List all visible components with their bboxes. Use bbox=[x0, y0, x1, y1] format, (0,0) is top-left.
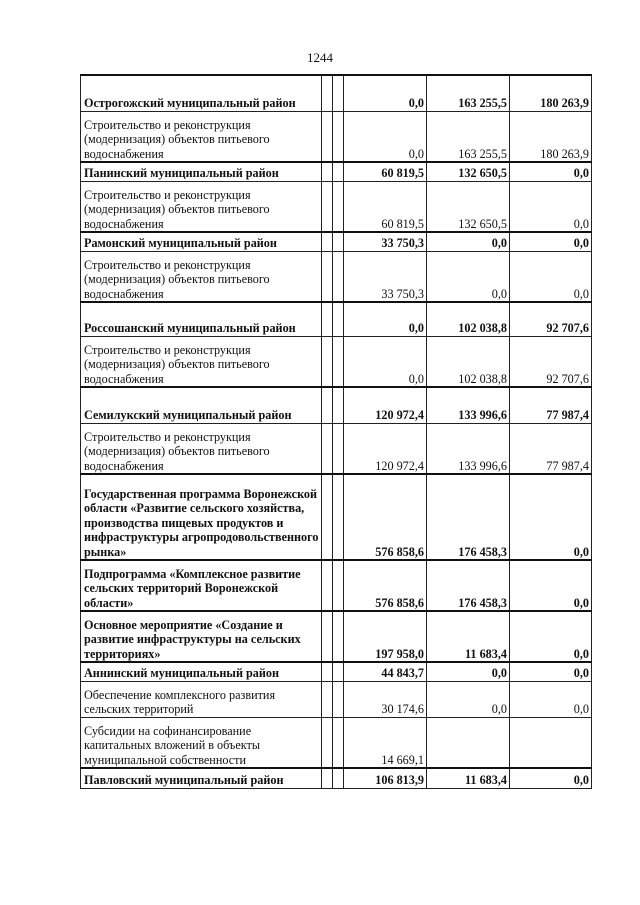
empty-code-cell bbox=[333, 232, 344, 251]
empty-code-cell bbox=[333, 662, 344, 681]
table-row bbox=[81, 232, 592, 251]
empty-code-cell bbox=[333, 162, 344, 181]
row-name: Семилукский муниципальный район bbox=[81, 387, 322, 423]
row-name: Субсидии на софинансирование капитальных вложений в объекты муниципальной собственности bbox=[81, 717, 322, 768]
row-name: Панинский муниципальный район bbox=[81, 162, 322, 181]
table-row bbox=[81, 336, 592, 387]
table-row bbox=[81, 75, 592, 111]
value-3: 0,0 bbox=[510, 768, 592, 788]
table-row bbox=[81, 474, 592, 560]
empty-code-cell bbox=[333, 717, 344, 768]
row-name: Строительство и реконструкция (модернизация) объектов питьевого водоснабжения bbox=[81, 336, 322, 387]
page-number: 1244 bbox=[307, 50, 333, 65]
value-2: 0,0 bbox=[427, 232, 510, 251]
empty-code-cell bbox=[322, 423, 333, 474]
empty-code-cell bbox=[322, 232, 333, 251]
value-1: 33 750,3 bbox=[344, 251, 427, 302]
value-2: 133 996,6 bbox=[427, 387, 510, 423]
value-3: 0,0 bbox=[510, 681, 592, 717]
table-row bbox=[81, 302, 592, 336]
value-2: 176 458,3 bbox=[427, 560, 510, 611]
empty-code-cell bbox=[333, 251, 344, 302]
value-2: 11 683,4 bbox=[427, 768, 510, 788]
row-name: Рамонский муниципальный район bbox=[81, 232, 322, 251]
empty-code-cell bbox=[333, 387, 344, 423]
empty-code-cell bbox=[322, 251, 333, 302]
value-3: 0,0 bbox=[510, 560, 592, 611]
row-name: Павловский муниципальный район bbox=[81, 768, 322, 788]
value-3: 92 707,6 bbox=[510, 302, 592, 336]
budget-table-body bbox=[81, 75, 592, 788]
empty-code-cell bbox=[322, 560, 333, 611]
value-3: 0,0 bbox=[510, 474, 592, 560]
table-row bbox=[81, 768, 592, 788]
value-2: 132 650,5 bbox=[427, 181, 510, 232]
table-row bbox=[81, 162, 592, 181]
value-1: 0,0 bbox=[344, 302, 427, 336]
value-2: 132 650,5 bbox=[427, 162, 510, 181]
value-2: 0,0 bbox=[427, 251, 510, 302]
table-row bbox=[81, 251, 592, 302]
table-row bbox=[81, 681, 592, 717]
empty-code-cell bbox=[333, 474, 344, 560]
value-3: 92 707,6 bbox=[510, 336, 592, 387]
table-row bbox=[81, 611, 592, 662]
empty-code-cell bbox=[322, 387, 333, 423]
value-1: 44 843,7 bbox=[344, 662, 427, 681]
empty-code-cell bbox=[333, 768, 344, 788]
row-name: Обеспечение комплексного развития сельских территорий bbox=[81, 681, 322, 717]
empty-code-cell bbox=[333, 181, 344, 232]
value-1: 576 858,6 bbox=[344, 474, 427, 560]
budget-table bbox=[80, 74, 592, 789]
value-2: 0,0 bbox=[427, 681, 510, 717]
value-1: 106 813,9 bbox=[344, 768, 427, 788]
value-2: 11 683,4 bbox=[427, 611, 510, 662]
empty-code-cell bbox=[333, 336, 344, 387]
empty-code-cell bbox=[322, 162, 333, 181]
empty-code-cell bbox=[322, 474, 333, 560]
row-name: Государственная программа Воронежской области «Развитие сельского хозяйства, производства пищевых продуктов и инфраструктуры агропродовольственного рынка» bbox=[81, 474, 322, 560]
value-2 bbox=[427, 717, 510, 768]
empty-code-cell bbox=[322, 75, 333, 111]
empty-code-cell bbox=[322, 302, 333, 336]
empty-code-cell bbox=[322, 181, 333, 232]
value-3: 180 263,9 bbox=[510, 111, 592, 162]
empty-code-cell bbox=[322, 662, 333, 681]
empty-code-cell bbox=[322, 111, 333, 162]
empty-code-cell bbox=[322, 336, 333, 387]
value-2: 102 038,8 bbox=[427, 302, 510, 336]
value-3: 0,0 bbox=[510, 251, 592, 302]
table-row bbox=[81, 181, 592, 232]
value-1: 60 819,5 bbox=[344, 181, 427, 232]
value-1: 33 750,3 bbox=[344, 232, 427, 251]
value-3: 0,0 bbox=[510, 611, 592, 662]
table-row bbox=[81, 717, 592, 768]
table-row bbox=[81, 662, 592, 681]
row-name: Строительство и реконструкция (модернизация) объектов питьевого водоснабжения bbox=[81, 423, 322, 474]
table-row bbox=[81, 423, 592, 474]
empty-code-cell bbox=[333, 611, 344, 662]
value-3: 0,0 bbox=[510, 232, 592, 251]
row-name: Строительство и реконструкция (модернизация) объектов питьевого водоснабжения bbox=[81, 251, 322, 302]
value-2: 163 255,5 bbox=[427, 75, 510, 111]
value-3 bbox=[510, 717, 592, 768]
empty-code-cell bbox=[333, 75, 344, 111]
value-2: 0,0 bbox=[427, 662, 510, 681]
row-name: Основное мероприятие «Создание и развитие инфраструктуры на сельских территориях» bbox=[81, 611, 322, 662]
row-name: Подпрограмма «Комплексное развитие сельских территорий Воронежской области» bbox=[81, 560, 322, 611]
value-2: 102 038,8 bbox=[427, 336, 510, 387]
value-2: 133 996,6 bbox=[427, 423, 510, 474]
value-2: 176 458,3 bbox=[427, 474, 510, 560]
empty-code-cell bbox=[333, 681, 344, 717]
row-name: Острогожский муниципальный район bbox=[81, 75, 322, 111]
empty-code-cell bbox=[333, 111, 344, 162]
row-name: Строительство и реконструкция (модернизация) объектов питьевого водоснабжения bbox=[81, 111, 322, 162]
empty-code-cell bbox=[322, 768, 333, 788]
value-3: 77 987,4 bbox=[510, 423, 592, 474]
empty-code-cell bbox=[322, 681, 333, 717]
table-row bbox=[81, 111, 592, 162]
empty-code-cell bbox=[333, 560, 344, 611]
empty-code-cell bbox=[322, 611, 333, 662]
value-1: 120 972,4 bbox=[344, 423, 427, 474]
value-1: 0,0 bbox=[344, 336, 427, 387]
value-1: 576 858,6 bbox=[344, 560, 427, 611]
row-name: Строительство и реконструкция (модернизация) объектов питьевого водоснабжения bbox=[81, 181, 322, 232]
value-1: 0,0 bbox=[344, 75, 427, 111]
value-1: 14 669,1 bbox=[344, 717, 427, 768]
empty-code-cell bbox=[333, 423, 344, 474]
value-3: 77 987,4 bbox=[510, 387, 592, 423]
value-2: 163 255,5 bbox=[427, 111, 510, 162]
value-1: 0,0 bbox=[344, 111, 427, 162]
value-1: 60 819,5 bbox=[344, 162, 427, 181]
row-name: Аннинский муниципальный район bbox=[81, 662, 322, 681]
value-3: 0,0 bbox=[510, 162, 592, 181]
value-3: 0,0 bbox=[510, 181, 592, 232]
empty-code-cell bbox=[333, 302, 344, 336]
empty-code-cell bbox=[322, 717, 333, 768]
value-1: 120 972,4 bbox=[344, 387, 427, 423]
table-row bbox=[81, 560, 592, 611]
value-3: 180 263,9 bbox=[510, 75, 592, 111]
row-name: Россошанский муниципальный район bbox=[81, 302, 322, 336]
value-3: 0,0 bbox=[510, 662, 592, 681]
table-row bbox=[81, 387, 592, 423]
value-1: 30 174,6 bbox=[344, 681, 427, 717]
value-1: 197 958,0 bbox=[344, 611, 427, 662]
